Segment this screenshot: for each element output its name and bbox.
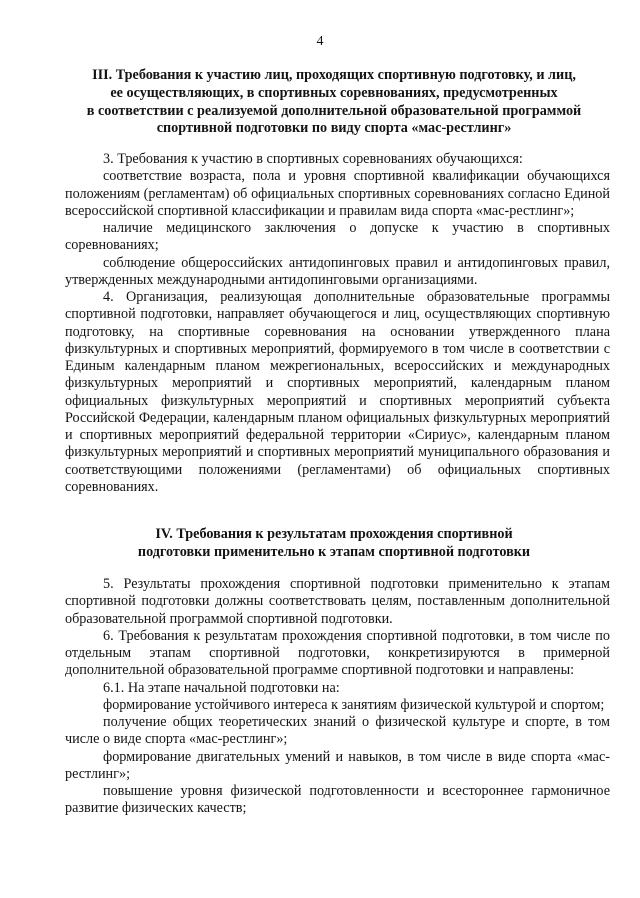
paragraph: повышение уровня физической подготовленности и всестороннее гармоничное развитие физических качеств; [65,783,610,817]
paragraph: 6. Требования к результатам прохождения спортивной подготовки, в том числе по отдельным этапам спортивной подготовки, конкретизируются в примерной дополнительной образовательной программе спортивной подготовки и направлены: [65,627,610,679]
paragraph: соответствие возраста, пола и уровня спортивной квалификации обучающихся положениям (регламентам) об официальных спортивных соревнованиях согласно Единой всероссийской спортивной классификации и правилам вида спорта «мас-рестлинг»; [65,168,610,219]
paragraph: наличие медицинского заключения о допуске к участию в спортивных соревнованиях; [65,220,610,254]
section-3-heading [60,67,608,138]
heading-line: IV. Требования к результатам прохождения спортивной [155,526,513,542]
paragraph: получение общих теоретических знаний о физической культуре и спорте, в том числе о виде спорта «мас-рестлинг»; [65,714,610,748]
paragraph: 5. Результаты прохождения спортивной подготовки применительно к этапам спортивной подготовки должны соответствовать целям, поставленным дополнительной образовательной программой спортивной подготовки. [65,576,610,627]
page-number: 4 [316,34,324,49]
paragraph: 6.1. На этапе начальной подготовки на: [103,679,340,696]
section-3-body [65,151,610,496]
heading-line: в соответствии с реализуемой дополнительной образовательной программой [86,102,582,119]
paragraph: 4. Организация, реализующая дополнительные образовательные программы спортивной подготовки, направляет обучающегося и лиц, осуществляющих спортивную подготовку, на спортивные соревнования на основании утвержденного плана физкультурных и спортивных мероприятий, формируемого в том числе в соответствии с Единым календарным планом межрегиональных, всероссийских и международных физкультурных мероприятий и спортивных мероприятий, календарным планом официальных физкультурных мероприятий и спортивных мероприятий субъекта Российской Федерации, календарным планом официальных физкультурных мероприятий и спортивных мероприятий федеральной территории «Сириус», календарным планом физкультурных мероприятий и спортивных мероприятий муниципального образования и соответствующими положениями (регламентами) об официальных спортивных соревнованиях. [65,289,610,495]
heading-line: ее осуществляющих, в спортивных соревнованиях, предусмотренных [110,84,558,101]
heading-line: III. Требования к участию лиц, проходящих спортивную подготовку, и лиц, [92,67,576,83]
heading-line: подготовки применительно к этапам спортивной подготовки [137,543,531,560]
paragraph: формирование устойчивого интереса к занятиям физической культурой и спортом; [103,696,605,713]
paragraph: 3. Требования к участию в спортивных соревнованиях обучающихся: [103,151,523,167]
section-4-body [65,576,610,818]
paragraph: соблюдение общероссийских антидопинговых правил и антидопинговых правил, утвержденных международными антидопинговыми организациями. [65,254,610,288]
section-4-heading [60,526,608,562]
heading-line: спортивной подготовки по виду спорта «мас-рестлинг» [156,120,512,137]
paragraph: формирование двигательных умений и навыков, в том числе в виде спорта «мас-рестлинг»; [65,748,610,782]
